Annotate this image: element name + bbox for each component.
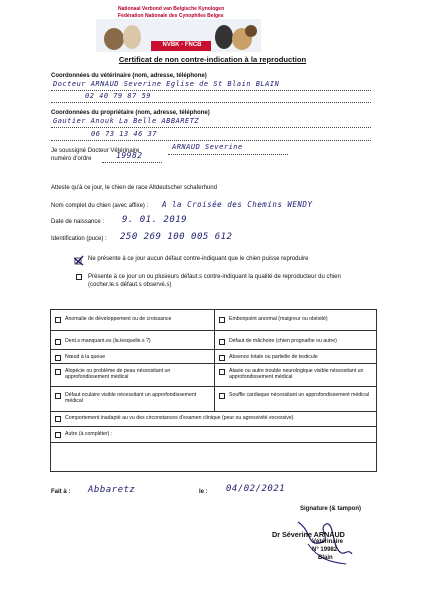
dob-value: 9. 01. 2019 — [122, 215, 188, 225]
vet-line-2: 02 40 79 87 59 — [85, 92, 152, 100]
vet-line-1-rule — [51, 80, 371, 91]
defect-checkbox[interactable] — [55, 317, 61, 323]
dog-name-label: Nom complet du chien (avec affixe) : — [51, 203, 149, 209]
defect-right-2[interactable]: Défaut de mâchoire (chien prognathe ou autre) — [219, 338, 375, 348]
option-no-defect[interactable] — [74, 256, 374, 266]
place-label: Fait à : — [51, 489, 71, 495]
grid-divider — [51, 442, 376, 443]
defect-checkbox[interactable] — [55, 355, 61, 361]
defect-right-1[interactable]: Embonpoint anormal (maigreur ou obésité) — [219, 316, 375, 328]
owner-line-1: Gautier Anouk La Belle ABBARETZ — [53, 117, 200, 125]
dob-label: Date de naissance : — [51, 219, 105, 225]
stamp-line-2: Vétérinaire — [312, 539, 344, 545]
header — [96, 4, 326, 52]
page-title: Certificat de non contre-indication à la reproduction — [118, 55, 307, 64]
signatory-intro: Je soussigné Docteur Vétérinaire — [51, 148, 140, 154]
signature-label: Signature (& tampon) — [300, 506, 361, 512]
stamp-line-3: N° 19982 — [312, 547, 338, 553]
defect-checkbox[interactable] — [219, 339, 225, 345]
signatory-name-rule — [168, 143, 288, 155]
option-some-defects-label: Présente à ce jour un ou plusieurs défaut.s contre-indiquant la qualité de reproducteur du chien (cocher.le.s défaut.s observé.s) — [88, 274, 341, 288]
defect-right-5[interactable]: Souffle cardiaque nécessitant un approfondissement médical — [219, 392, 375, 408]
defect-checkbox[interactable] — [219, 355, 225, 361]
chip-id-value: 250 269 100 005 612 — [120, 232, 233, 242]
signatory-name: ARNAUD Severine — [172, 143, 243, 151]
defect-checkbox[interactable] — [55, 432, 61, 438]
date-value: 04/02/2021 — [226, 484, 286, 494]
defect-checkbox[interactable] — [219, 317, 225, 323]
defect-checkbox[interactable] — [55, 339, 61, 345]
order-number-rule — [102, 151, 162, 163]
defect-checkbox[interactable] — [55, 369, 61, 375]
stamp-line-4: Blain — [318, 555, 333, 561]
order-number-label: numéro d'ordre — [51, 156, 92, 162]
checked-mark-icon — [74, 253, 84, 263]
defects-grid — [50, 309, 377, 472]
org-name-nl: Nationaal Verbond van Belgische Kynologen — [118, 6, 225, 12]
defect-left-3[interactable]: Nœud à la queue — [55, 354, 213, 362]
owner-section-label: Coordonnées du propriétaire (nom, adresse, téléphone) — [51, 110, 210, 116]
grid-divider — [51, 426, 376, 427]
defect-checkbox[interactable] — [55, 393, 61, 399]
defect-right-4[interactable]: Ataxie ou autre trouble neurologique visible nécessitant un approfondissement médical — [219, 368, 375, 384]
date-label: le : — [199, 489, 208, 495]
defect-left-4[interactable]: Alopécie ou problème de peau nécessitant un approfondissement médical — [55, 368, 213, 384]
vet-line-2-rule — [51, 92, 371, 103]
defect-checkbox[interactable] — [219, 393, 225, 399]
logo — [96, 19, 261, 52]
defect-checkbox[interactable] — [55, 416, 61, 422]
defect-checkbox[interactable] — [219, 369, 225, 375]
vet-stamp — [268, 518, 378, 568]
vet-section-label: Coordonnées du vétérinaire (nom, adresse, téléphone) — [51, 73, 207, 79]
order-number-value: 19982 — [116, 151, 143, 160]
dog-name-value: A la Croisée des Chemins WENDY — [162, 200, 313, 209]
stamp-line-1: Dr Séverine ARNAUD — [272, 530, 345, 539]
attest-text: Atteste qu'à ce jour, le chien de race Altdeutscher schaferhund — [51, 185, 217, 191]
org-name-fr: Fédération Nationale des Cynophiles Belges — [118, 13, 224, 19]
owner-line-2: 06 73 13 46 37 — [91, 130, 158, 138]
place-value: Abbaretz — [88, 485, 136, 495]
option-some-defects[interactable] — [74, 273, 364, 293]
owner-line-2-rule — [51, 130, 371, 141]
option-some-defects-checkbox[interactable] — [76, 274, 82, 280]
defect-other[interactable]: Autre (à compléter) : — [55, 431, 373, 441]
owner-line-1-rule — [51, 117, 371, 128]
defect-right-3[interactable]: Absence totale ou partielle de testicule — [219, 354, 375, 362]
defect-left-2[interactable]: Dent.s manquant.es (la.lesquelle.s ?) — [55, 338, 213, 348]
defect-behavior[interactable]: Comportement inadapté au vu des circonstances d'examen clinique (peur ou agressivité excessive) — [55, 415, 373, 425]
defect-left-1[interactable]: Anomalie de développement ou de croissance — [55, 316, 213, 328]
logo-text: NVBK - FNCB — [162, 42, 202, 48]
grid-divider — [51, 411, 376, 412]
chip-id-label: Identification (puce) : — [51, 236, 107, 242]
defect-left-5[interactable]: Défaut oculaire visible nécessitant un approfondissement médical — [55, 392, 213, 408]
option-no-defect-label: Ne présente à ce jour aucun défaut contre-indiquant que le chien puisse reproduire — [88, 256, 309, 262]
vet-line-1: Docteur ARNAUD Severine Eglise de St Blain BLAIN — [53, 80, 280, 88]
